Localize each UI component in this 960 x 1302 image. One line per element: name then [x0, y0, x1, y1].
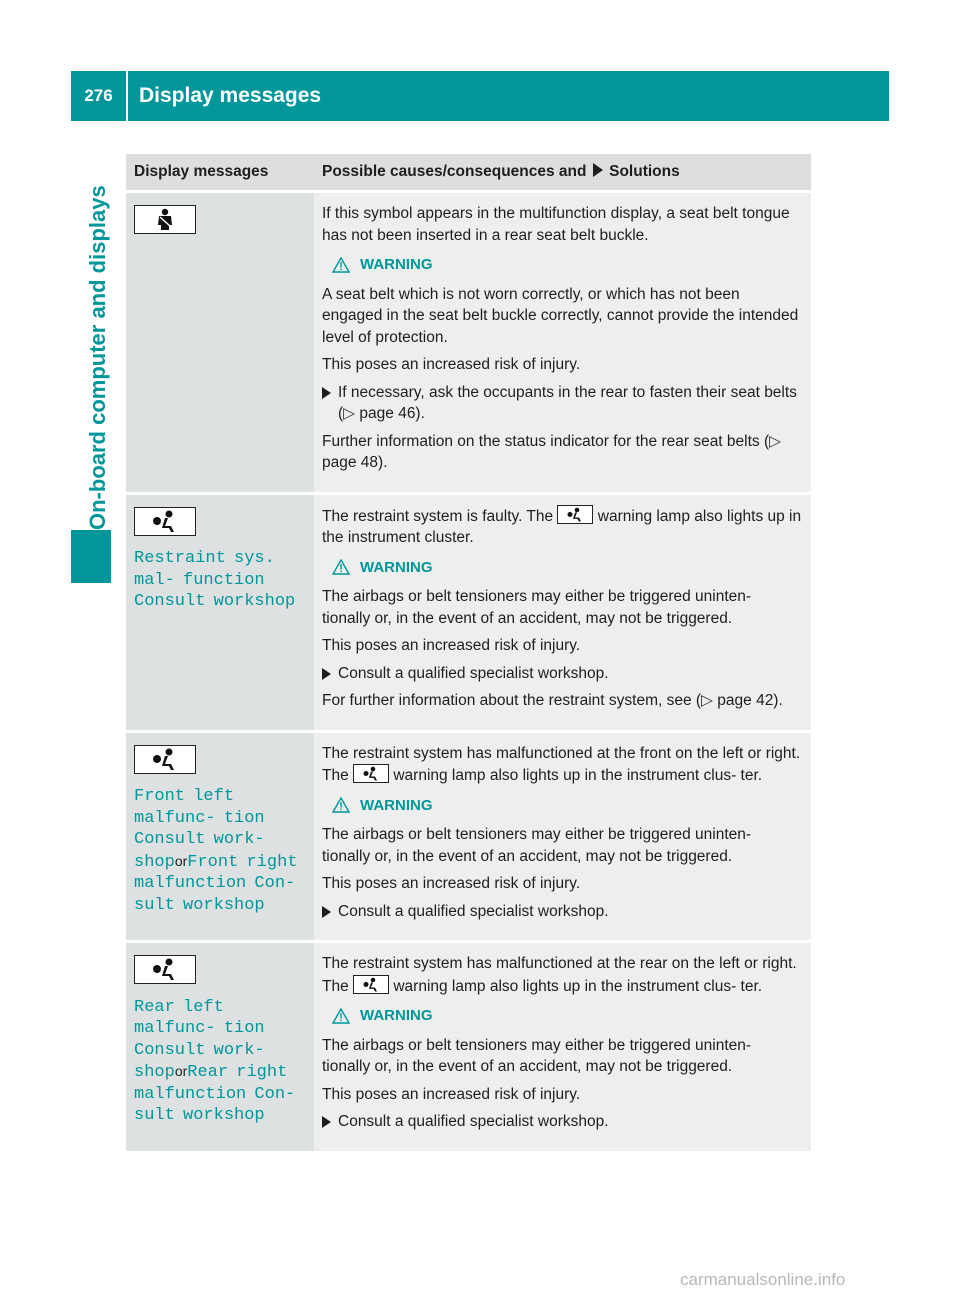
restraint-system-icon	[134, 745, 196, 774]
warning-triangle-icon	[332, 797, 350, 813]
table-row	[126, 192, 811, 494]
table-row	[126, 493, 811, 731]
step-arrow-icon	[322, 387, 331, 399]
risk-text: This poses an increased risk of injury.	[322, 875, 581, 892]
page-ref-arrow-icon: ▷	[769, 432, 782, 450]
further-info-text	[322, 690, 803, 712]
display-message-text: Restraint sys. mal- function Consult workshop	[134, 549, 296, 611]
step-text: Consult a qualified specialist workshop.	[338, 1113, 609, 1130]
table-header-row	[126, 154, 811, 192]
warning-text: The airbags or belt tensioners may either be triggered uninten- tionally or, in the event of an accident, may not be triggered.	[322, 588, 752, 627]
cause-text-pre: The restraint system has malfunctioned at the front on the left or right. The	[322, 744, 801, 784]
step-page-ref[interactable]: page 46).	[359, 405, 425, 422]
warning-triangle-icon	[332, 1008, 350, 1024]
col-header-display-messages: Display messages	[126, 154, 314, 192]
display-message-a: Front left malfunc- tion Consult work- shop	[134, 787, 265, 872]
cause-text	[322, 743, 803, 787]
display-message-b: Rear right malfunction Con- sult workshop	[134, 1063, 296, 1125]
risk-text: This poses an increased risk of injury.	[322, 637, 581, 654]
cause-text: If this symbol appears in the multifunction display, a seat belt tongue has not been inserted in a rear seat belt buckle.	[322, 205, 790, 244]
display-message-cell	[126, 731, 314, 942]
restraint-system-icon	[134, 507, 196, 536]
step-arrow-icon	[322, 1116, 331, 1128]
col-header-solutions-text: Solutions	[609, 163, 680, 180]
page-title: Display messages	[139, 84, 322, 107]
risk-text: This poses an increased risk of injury.	[322, 356, 581, 373]
step-arrow-icon	[322, 906, 331, 918]
risk-text: This poses an increased risk of injury.	[322, 1085, 581, 1103]
or-text: or	[174, 1063, 188, 1079]
cause-text-pre: The restraint system has malfunctioned at the rear on the left or right. The	[322, 955, 797, 995]
display-message-cell	[126, 493, 314, 731]
rear-seat-belt-icon	[134, 205, 196, 234]
cause-text-pre: The restraint system is faulty. The	[322, 507, 554, 525]
solutions-arrow-icon	[593, 163, 603, 177]
watermark: carmanualsonline.info	[680, 1270, 846, 1289]
causes-cell	[314, 192, 811, 494]
page-ref-arrow-icon: ▷	[701, 692, 718, 709]
warning-text: The airbags or belt tensioners may either be triggered uninten- tionally or, in the event of an accident, may not be triggered.	[322, 1036, 752, 1075]
cause-text	[322, 505, 803, 549]
side-section-label: On-board computer and displays	[85, 185, 110, 530]
warning-label: WARNING	[360, 256, 433, 273]
causes-cell	[314, 493, 811, 731]
further-info: Further information on the status indicator for the rear seat belts (	[322, 432, 770, 450]
col-header-causes-text: Possible causes/consequences and	[322, 163, 587, 180]
warning-triangle-icon	[332, 257, 350, 273]
warning-text: A seat belt which is not worn correctly, or which has not been engaged in the seat belt buckle correctly, cannot provide the intended level of protection.	[322, 285, 799, 346]
solution-step	[322, 1111, 803, 1133]
further-info: For further information about the restraint system, see (	[322, 692, 702, 709]
cause-text-post: warning lamp also lights up in the instrument cluster.	[322, 507, 802, 546]
warning-label: WARNING	[360, 558, 433, 576]
display-message-a: Rear left malfunc- tion Consult work- shop	[134, 997, 265, 1082]
table-row	[126, 942, 811, 1151]
table-row	[126, 731, 811, 942]
col-header-causes	[314, 154, 811, 192]
step-text: If necessary, ask the occupants in the rear to fasten their seat belts (	[338, 383, 797, 422]
header-divider	[126, 71, 128, 121]
page-number: 276	[84, 86, 113, 105]
warning-text: The airbags or belt tensioners may either be triggered uninten- tionally or, in the event of an accident, may not be triggered.	[322, 826, 752, 865]
display-message-text	[134, 786, 306, 916]
causes-cell	[314, 731, 811, 942]
solution-step	[322, 901, 803, 923]
restraint-system-icon	[134, 955, 196, 984]
further-info-page-ref[interactable]: page 42).	[717, 692, 783, 709]
further-info-page-ref[interactable]: page 48).	[322, 454, 388, 471]
cause-text-post: warning lamp also lights up in the instrument clus- ter.	[393, 767, 763, 784]
further-info-text	[322, 431, 803, 474]
restraint-system-inline-icon	[353, 764, 389, 783]
display-message-cell	[126, 942, 314, 1151]
restraint-system-inline-icon	[557, 505, 593, 524]
display-message-cell	[126, 192, 314, 494]
warning-heading	[322, 795, 803, 817]
display-message-text	[134, 997, 306, 1127]
warning-triangle-icon	[332, 559, 350, 575]
display-message-b: Front right malfunction Con- sult workshop	[134, 852, 298, 915]
causes-cell	[314, 942, 811, 1151]
warning-heading	[322, 1005, 803, 1027]
warning-heading	[322, 254, 803, 276]
display-messages-table	[126, 154, 811, 1151]
warning-heading	[322, 557, 803, 579]
solution-step	[322, 382, 803, 425]
side-tab-marker	[71, 530, 111, 583]
step-arrow-icon	[322, 668, 331, 680]
step-text: Consult a qualified specialist workshop.	[338, 664, 609, 682]
cause-text-post: warning lamp also lights up in the instrument clus- ter.	[393, 977, 763, 995]
warning-label: WARNING	[360, 1007, 433, 1024]
solution-step	[322, 663, 803, 685]
page-ref-arrow-icon: ▷	[343, 405, 360, 422]
step-text: Consult a qualified specialist workshop.	[338, 902, 609, 920]
cause-text	[322, 953, 803, 997]
warning-label: WARNING	[360, 796, 433, 814]
or-text: or	[174, 852, 188, 869]
restraint-system-inline-icon	[353, 975, 389, 994]
